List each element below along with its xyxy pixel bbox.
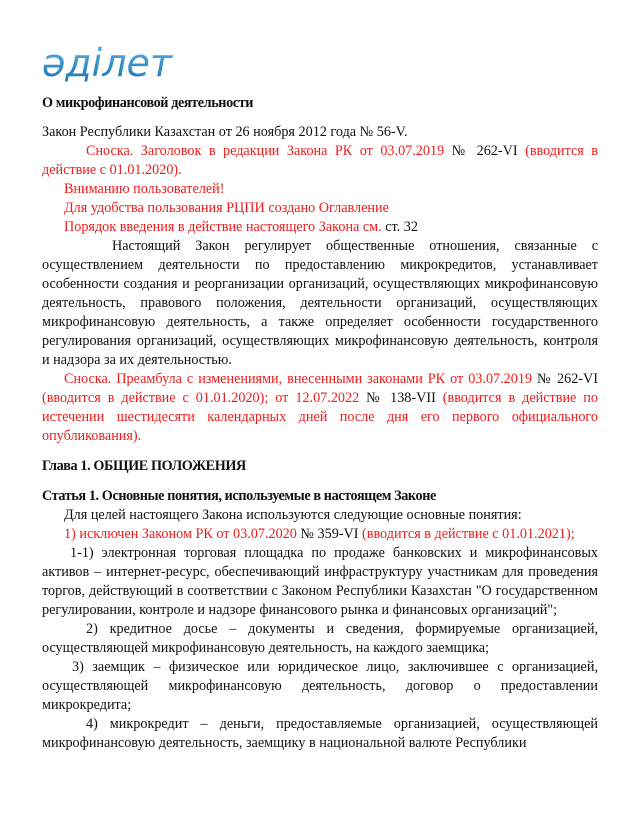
preamble: Настоящий Закон регулирует общественные отношения, связанные с осуществлением деятельности по предоставлению микрокредитов, устанавливает особенности создания и реорганизации организаций, осуществляющих микрофинансовую деятельность, правового положения, деятельности организаций, осуществляющих микрофинансовую деятельность, а также определяет особенности государственного регулирования организаций, осуществляющих микрофинансовую деятельность, контроля и надзора за их деятельностью.: [42, 238, 598, 368]
note-link[interactable]: Сноска. Заголовок в редакции Закона РК от 03.07.2019: [86, 143, 445, 159]
document-body: [42, 94, 598, 753]
adilet-logo: [42, 38, 182, 88]
item-effective: (вводится в действие с 01.01.2021);: [362, 526, 575, 542]
order-note: [42, 218, 598, 237]
item-3: 3) заемщик – физическое или юридическое лицо, заключившее с организацией, осуществляющей микрофинансовую деятельность, договор о предоставлении микрокредита;: [42, 659, 598, 713]
item-4: 4) микрокредит – деньги, предоставляемые организацией, осуществляющей микрофинансовую деятельность, заемщику в национальной валюте Республики: [42, 716, 598, 751]
intro: Для целей настоящего Закона используются следующие основные понятия:: [64, 507, 522, 523]
article-heading: Статья 1. Основные понятия, используемые в настоящем Законе: [42, 488, 436, 504]
attention: Вниманию пользователей!: [64, 181, 225, 197]
note-number: № 262-VI: [444, 143, 526, 159]
item-number: № 359-VI: [296, 526, 363, 542]
note-text: (вводится в действие с 01.01.2020); от 12.07.2022: [42, 390, 360, 406]
chapter-heading: Глава 1. ОБЩИЕ ПОЛОЖЕНИЯ: [42, 458, 246, 474]
toc-link[interactable]: Для удобства пользования РЦПИ создано Оглавление: [64, 200, 389, 216]
note-effective: (вводится в действие с 01.01.2020).: [42, 143, 598, 178]
note-number: № 262-VI: [532, 371, 598, 387]
item-1-1: 1-1) электронная торговая площадка по продаже банковских и микрофинансовых активов – интернет-ресурс, обеспечивающий инфраструктуру участникам для проведения торгов, действующий в соответствии с Законом Республики Казахстан "О государственном регулировании, контроле и надзоре финансового рынка и финансовых организаций";: [42, 545, 598, 618]
note-link[interactable]: Сноска. Преамбула с изменениями, внесенными законами РК от 03.07.2019: [64, 371, 533, 387]
note-effective: (вводится в действие по истечении шестидесяти календарных дней после дня его первого официального опубликования).: [42, 390, 598, 444]
document-title: О микрофинансовой деятельности: [42, 95, 254, 111]
order-article-link[interactable]: ст. 32: [381, 219, 418, 235]
order-text: Порядок введения в действие настоящего Закона см.: [64, 219, 382, 235]
item-1: [42, 525, 598, 544]
law-line: Закон Республики Казахстан от 26 ноября 2012 года № 56-V.: [42, 124, 408, 140]
item-link[interactable]: 1) исключен Законом РК от 03.07.2020: [64, 526, 297, 542]
svg-text:әділет: әділет: [42, 41, 173, 85]
preamble-note: [42, 370, 598, 446]
note-title: [42, 142, 598, 180]
item-2: 2) кредитное досье – документы и сведения, формируемые организацией, осуществляющей микрофинансовую деятельность, на каждого заемщика;: [42, 621, 598, 656]
note-number: № 138-VII: [359, 390, 443, 406]
